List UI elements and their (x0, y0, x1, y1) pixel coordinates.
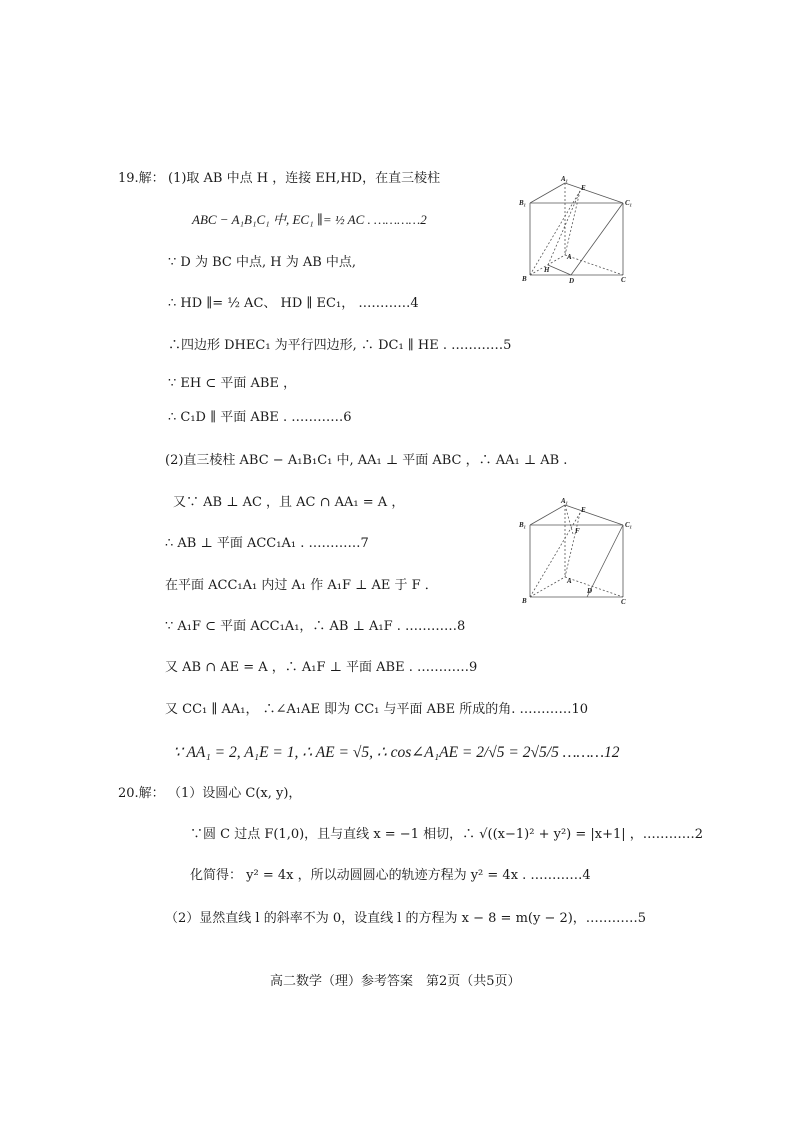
q20-line-2: ∵圆 C 过点 F(1,0)，且与直线 x = −1 相切，∴ √((x−1)² + y²) = |x+1| ，…………2 (190, 827, 704, 842)
q19-line-4: ∴ HD ∥= ½ AC、 HD ∥ EC₁， …………4 (168, 296, 419, 311)
page-footer: 高二数学（理）参考答案 第2页（共5页） (270, 974, 521, 989)
fig2-label-F: F (575, 527, 580, 535)
q19-line-14: 又 CC₁ ∥ AA₁， ∴∠A₁AE 即为 CC₁ 与平面 ABE 所成的角. …………10 (165, 702, 589, 717)
q19-line-7: ∴ C₁D ∥ 平面 ABE . …………6 (168, 410, 352, 425)
fig2-label-B: B (522, 597, 527, 605)
q19-line-6: ∵ EH ⊂ 平面 ABE ， (168, 376, 297, 391)
q19-line-10: ∴ AB ⊥ 平面 ACC₁A₁ . …………7 (165, 536, 369, 551)
fig1-label-D: D (569, 277, 575, 285)
q19-line-11: 在平面 ACC₁A₁ 内过 A₁ 作 A₁F ⊥ AE 于 F ． (165, 578, 438, 593)
fig1-label-A: A (567, 253, 572, 261)
fig1-label-C: C (621, 276, 626, 284)
q19-line-5: ∴四边形 DHEC₁ 为平行四边形, ∴ DC₁ ∥ HE . …………5 (168, 338, 512, 353)
fig1-label-H: H (544, 266, 550, 274)
fig1-label-B1: B₁ (519, 199, 527, 207)
q20-line-1: （1）设圆心 C(x, y)， (168, 786, 302, 801)
q19-header: 19.解： (118, 171, 165, 186)
q19-line-1: (1)取 AB 中点 H ，连接 EH,HD，在直三棱柱 (168, 171, 441, 186)
q19-line-3: ∵ D 为 BC 中点, H 为 AB 中点, (168, 255, 357, 270)
prism-figure-2 (515, 497, 635, 607)
fig2-label-B1: B₁ (519, 521, 527, 529)
fig1-label-A1: A₁ (561, 175, 569, 183)
fig1-label-C1: C₁ (625, 199, 633, 207)
fig2-label-C1: C₁ (625, 521, 633, 529)
q19-line-15: ∵ AA₁ = 2, A₁E = 1, ∴ AE = √5, ∴ cos∠A₁AE = 2/√5 = 2√5/5 ………12 (173, 744, 620, 761)
fig2-label-D: D (587, 587, 593, 595)
q19-line-2: ABC − A₁B₁C₁ 中, EC₁ ∥= ½ AC . …………2 (192, 212, 427, 227)
q20-header: 20.解： (118, 786, 165, 801)
q20-line-4: （2）显然直线 l 的斜率不为 0，设直线 l 的方程为 x − 8 = m(y − 2)，…………5 (165, 911, 647, 926)
q19-line-13: 又 AB ∩ AE = A ，∴ A₁F ⊥ 平面 ABE . …………9 (165, 660, 478, 675)
fig2-label-A: A (567, 577, 572, 585)
q19-line-8: (2)直三棱柱 ABC − A₁B₁C₁ 中, AA₁ ⊥ 平面 ABC ，∴ AA₁ ⊥ AB . (165, 453, 568, 468)
q20-line-3: 化简得： y² = 4x ，所以动圆圆心的轨迹方程为 y² = 4x . …………4 (190, 868, 591, 883)
fig2-label-E: E (581, 506, 586, 514)
prism-figure-1 (515, 175, 635, 285)
q19-line-9: 又∵ AB ⊥ AC ，且 AC ∩ AA₁ = A ， (173, 495, 405, 510)
fig2-label-C: C (621, 598, 626, 606)
q19-line-12: ∵ A₁F ⊂ 平面 ACC₁A₁，∴ AB ⊥ A₁F . …………8 (165, 619, 466, 634)
fig2-label-A1: A₁ (561, 497, 569, 505)
fig1-label-B: B (522, 275, 527, 283)
fig1-label-E: E (581, 184, 586, 192)
